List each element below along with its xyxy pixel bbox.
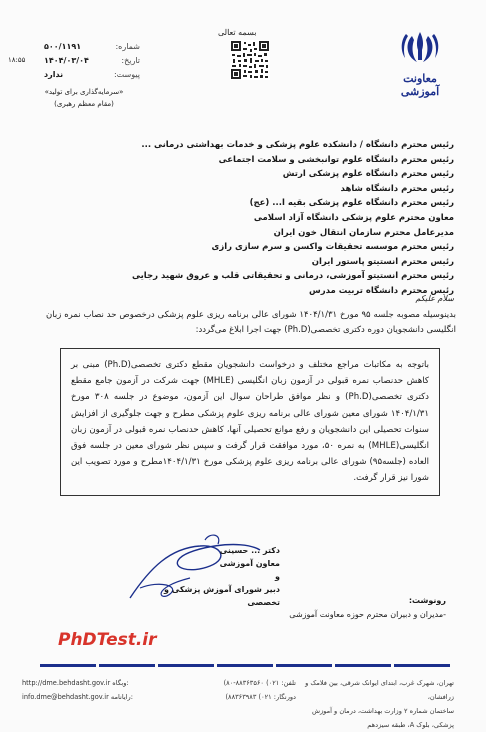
recipient: رئیس محترم دانشگاه / دانشکده علوم پزشکی و خدمات بهداشتی درمانی ... [141,140,454,150]
phone-value: ۰۲۱) ۸۸۳۶۳۵۶۰-۸۰) [223,679,280,687]
cc-line: -مدیران و دبیران محترم حوزه معاونت آموزشی [289,610,446,619]
iran-emblem-icon [400,30,440,66]
email-label: رایانامه: [110,693,133,701]
signer-info [140,544,280,609]
signer-title: و [275,572,280,581]
address-line: ساختمان شماره ۲ وزارت بهداشت، درمان و آموزش پزشکی، بلوک A، طبقه سیزدهم [311,707,454,729]
meta-key: پیوست: [113,70,140,79]
recipient: معاون محترم علوم پزشکی دانشگاه آزاد اسلامی [253,212,454,223]
fax-label: دورنگار: [273,693,296,701]
email-value[interactable]: info.dme@behdasht.gov.ir [22,693,109,701]
recipient: رئیس محترم دانشگاه علوم توانبخشی و سلامت اجتماعی [218,154,454,165]
recipient: رئیس محترم موسسه تحقیقات واکسن و سرم سازی رازی [211,242,454,253]
meta-row-number [44,40,140,54]
resolution-box: باتوجه به مکاتبات مراجع مختلف و درخواست دانشجویان مقطع دکتری تخصصی(Ph.D) مبنی بر کاهش حدنصاب نمره قبولی در آزمون زبان انگلیسی (MHLE) جهت شرکت در آزمون جامع مقطع دکتری تخصصی(Ph.D) و نظر موافق طراحان سوال این آزمون، موضوع در جلسه ۳۰۸ مورخ ۱۴۰۴/۱/۳۱ شورای معین شورای عالی برنامه ریزی علوم پزشکی مطرح و جهت جلوگیری از افزایش سنوات تحصیلی این دانشجویان و رفع موانع تحصیلی آنها، کاهش حدنصاب نمره قبولی در آزمون زبان انگلیسی(MHLE) به نمره ۵۰، مورد موافقت قرار گرفت و سپس نظر شورای معین در جلسه فوق العاده (جلسه۹۵) شورای عالی برنامه ریزی علوم پزشکی مورخ ۱۴۰۴/۱/۳۱مطرح و مورد تصویب این شورا نیز قرار گرفت. [60,348,440,496]
recipient: رئیس محترم دانشگاه علوم پزشکی ارتش [282,169,454,180]
basmala: بسمه تعالی [218,28,257,37]
watermark: PhDTest.ir [58,630,157,650]
website-label: وبگاه: [112,679,129,687]
signature-block [110,528,280,608]
ministry-logo [388,30,452,98]
greeting: سلام علیکم [415,294,454,303]
fax-value: ۰۲۱) ۸۸۳۶۳۹۸۳) [225,693,272,701]
side-time: ۱۸:۵۵ [8,56,26,64]
phone-label: تلفن: [281,679,296,687]
signer-title: دبیر شورای آموزش پزشکی و تخصصی [164,585,280,607]
qr-code [230,40,270,80]
recipient: رئیس محترم دانشگاه علوم پزشکی بقیه ا... (عج) [249,198,454,209]
motto-line: «سرمایه‌گذاری برای تولید» [44,88,124,96]
footer-address [304,676,454,732]
recipient: رئیس محترم انستیتو پاستور ایران [311,256,454,267]
motto [34,86,134,110]
intro-paragraph: بدینوسیله مصوبه جلسه ۹۵ مورخ ۱۴۰۴/۱/۳۱ شورای عالی برنامه ریزی علوم پزشکی درخصوص حد نصاب نمره زبان انگلیسی دانشجویان دوره دکتری تخصصی(Ph.D) جهت اجرا ابلاغ می‌گردد: [46,310,457,335]
cc-title: رونوشت: [408,596,446,605]
recipient: مدیرعامل محترم سازمان انتقال خون ایران [273,227,454,238]
meta-value: ندارد [44,70,64,79]
meta-key: تاریخ: [121,56,140,65]
footer-contacts [22,676,162,704]
meta-row-attachment [44,68,140,82]
recipients-list [54,138,454,299]
recipient: رئیس محترم دانشگاه شاهد [340,183,454,194]
letter-meta [44,40,140,82]
motto-source: (مقام معظم رهبری) [54,100,114,108]
meta-row-date [44,54,140,68]
signer-title: معاون آموزشی [219,559,280,568]
website-value[interactable]: http://dme.behdasht.gov.ir [22,679,111,687]
footer-divider [40,664,450,668]
address-line: تهران، شهرک غرب، ابتدای ایوانک شرقی، بین فلامک و زرافشان، [305,679,454,701]
meta-value: ۱۴۰۴/۰۳/۰۴ [44,56,89,65]
signer-name: دکتر ... حسینی [219,546,280,555]
meta-key: شماره: [115,42,140,51]
logo-label: معاونت آموزشی [400,72,440,98]
recipient: رئیس محترم انستیتو آموزشی، درمانی و تحقیقاتی قلب و عروق شهید رجایی [131,271,454,282]
footer-phones [186,676,296,704]
meta-value: ۵۰۰/۱۱۹۱ [44,42,82,51]
recipient: رئیس محترم دانشگاه تربیت مدرس [309,285,454,296]
